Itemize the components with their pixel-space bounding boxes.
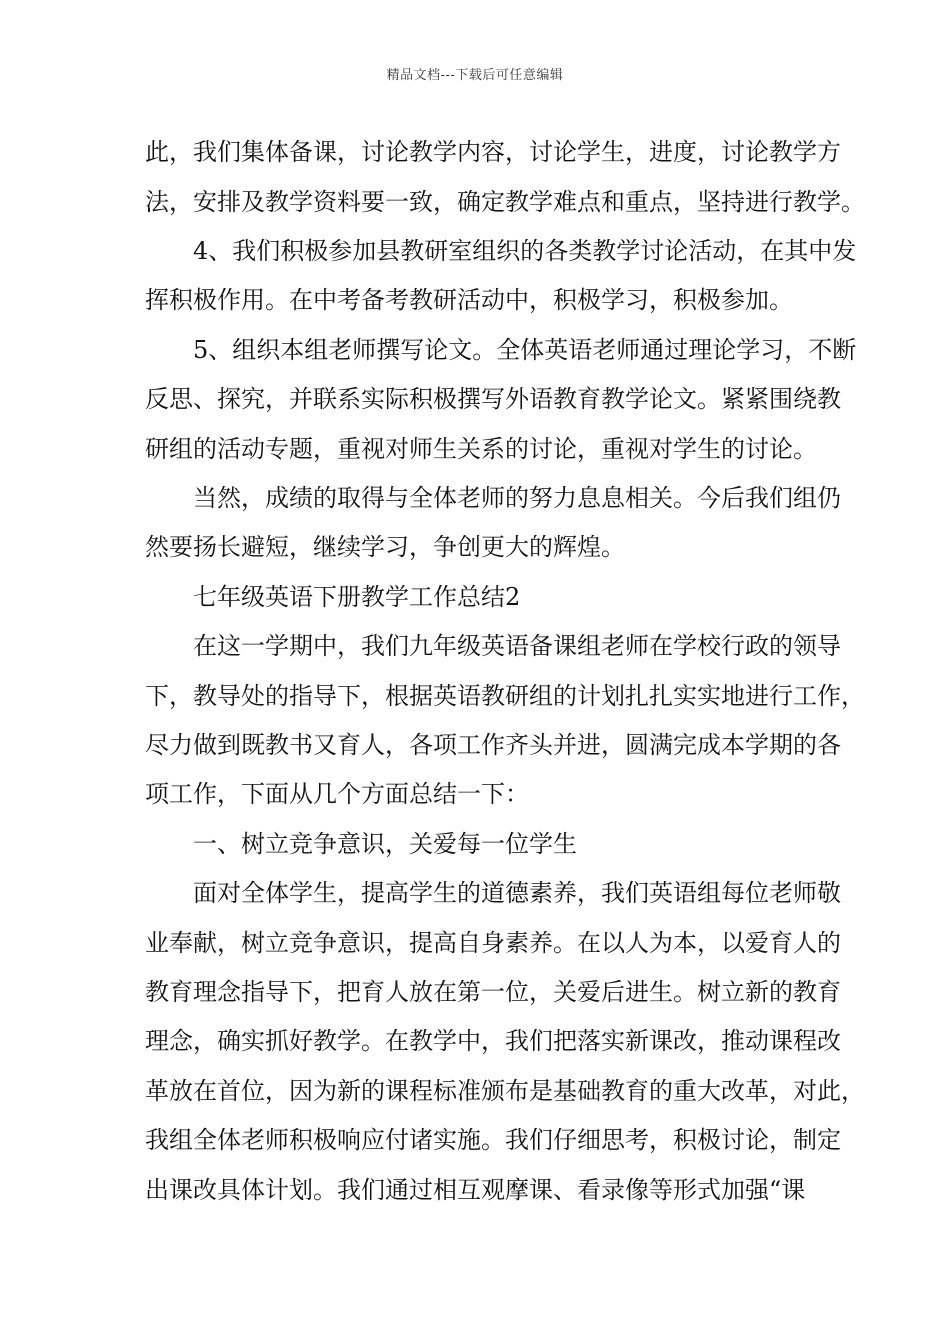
text-line: 研组的活动专题，重视对师生关系的讨论，重视对学生的讨论。 — [145, 435, 817, 463]
text-line: 项工作，下面从几个方面总结一下： — [145, 780, 529, 808]
page-header: 精品文档---下载后可任意编辑 — [386, 68, 564, 83]
text-line: 在这一学期中，我们九年级英语备课组老师在学校行政的领导 — [193, 632, 841, 660]
text-line: 出课改具体计划。我们通过相互观摩课、看录像等形式加强“课 — [145, 1176, 806, 1204]
text-line: 法，安排及教学资料要一致，确定教学难点和重点，坚持进行教学。 — [145, 188, 865, 216]
text-line: 业奉献，树立竞争意识，提高自身素养。在以人为本，以爱育人的 — [145, 929, 841, 957]
text-line: 我组全体老师积极响应付诸实施。我们仔细思考，积极讨论，制定 — [145, 1126, 841, 1154]
text-line: 理念，确实抓好教学。在教学中，我们把落实新课改，推动课程改 — [145, 1027, 841, 1055]
text-line: 当然，成绩的取得与全体老师的努力息息相关。今后我们组仍 — [193, 484, 841, 512]
text-line: 5、组织本组老师撰写论文。全体英语老师通过理论学习，不断 — [193, 336, 857, 364]
text-line: 尽力做到既教书又育人，各项工作齐头并进，圆满完成本学期的各 — [145, 731, 841, 759]
text-line: 教育理念指导下，把育人放在第一位，关爱后进生。树立新的教育 — [145, 978, 841, 1006]
text-line: 然要扬长避短，继续学习，争创更大的辉煌。 — [145, 533, 625, 561]
text-line: 反思、探究，并联系实际积极撰写外语教育教学论文。紧紧围绕教 — [145, 385, 841, 413]
text-line: 此，我们集体备课，讨论教学内容，讨论学生，进度，讨论教学方 — [145, 138, 841, 166]
text-line: 4、我们积极参加县教研室组织的各类教学讨论活动，在其中发 — [193, 237, 857, 265]
text-line: 挥积极作用。在中考备考教研活动中，积极学习，积极参加。 — [145, 286, 793, 314]
subsection-title: 一、树立竞争意识，关爱每一位学生 — [193, 830, 577, 858]
text-line: 下，教导处的指导下，根据英语教研组的计划扎扎实实地进行工作， — [145, 682, 865, 710]
text-line: 革放在首位，因为新的课程标准颁布是基础教育的重大改革，对此， — [145, 1077, 865, 1105]
text-line: 面对全体学生，提高学生的道德素养，我们英语组每位老师敬 — [193, 879, 841, 907]
section-title: 七年级英语下册教学工作总结2 — [193, 583, 521, 611]
